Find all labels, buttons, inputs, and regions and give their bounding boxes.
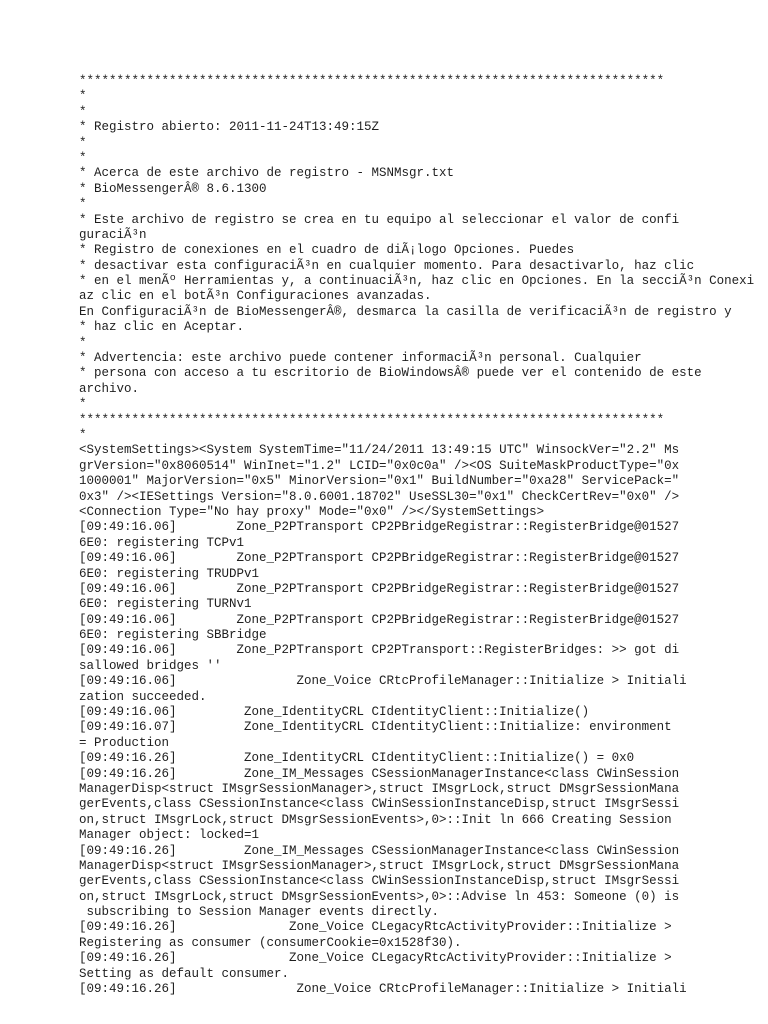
log-line: [09:49:16.06] Zone_P2PTransport CP2PBridgeRegistrar::RegisterBridge@01527 xyxy=(79,581,680,596)
log-line: * xyxy=(79,150,87,165)
log-line: * Acerca de este archivo de registro - MSNMsgr.txt xyxy=(79,166,455,181)
log-line: <Connection Type="No hay proxy" Mode="0x0" /></SystemSettings> xyxy=(79,504,545,519)
log-line: guraciÃ³n xyxy=(79,227,147,242)
log-line: [09:49:16.06] Zone_P2PTransport CP2PTransport::RegisterBridges: >> got di xyxy=(79,643,680,658)
log-line: * xyxy=(79,135,87,150)
log-line: [09:49:16.26] Zone_Voice CLegacyRtcActivityProvider::Initialize > xyxy=(79,951,672,966)
log-line: subscribing to Session Manager events directly. xyxy=(79,905,440,920)
log-line: on,struct IMsgrLock,struct DMsgrSessionEvents>,0>::Advise ln 453: Someone (0) is xyxy=(79,889,680,904)
log-line: * xyxy=(79,104,87,119)
log-line: 6E0: registering TCPv1 xyxy=(79,535,245,550)
log-line: * xyxy=(79,427,87,442)
log-line: [09:49:16.06] Zone_P2PTransport CP2PBridgeRegistrar::RegisterBridge@01527 xyxy=(79,520,680,535)
log-line: Registering as consumer (consumerCookie=0x1528f30). xyxy=(79,935,462,950)
log-line: * en el menÃº Herramientas y, a continuaciÃ³n, haz clic en Opciones. En la secciÃ³n Conexi xyxy=(79,274,755,289)
log-line: * xyxy=(79,335,87,350)
log-line: * BioMessengerÂ® 8.6.1300 xyxy=(79,181,267,196)
log-line: * desactivar esta configuraciÃ³n en cualquier momento. Para desactivarlo, haz clic xyxy=(79,258,695,273)
log-line: ****************************************************************************** xyxy=(79,412,665,427)
log-line: gerEvents,class CSessionInstance<class CWinSessionInstanceDisp,struct IMsgrSessi xyxy=(79,874,680,889)
log-line: az clic en el botÃ³n Configuraciones avanzadas. xyxy=(79,289,432,304)
log-line: 6E0: registering SBBridge xyxy=(79,628,267,643)
log-line: 6E0: registering TRUDPv1 xyxy=(79,566,260,581)
log-line: * persona con acceso a tu escritorio de BioWindowsÂ® puede ver el contenido de este xyxy=(79,366,702,381)
log-line: grVersion="0x8060514" WinInet="1.2" LCID="0x0c0a" /><OS SuiteMaskProductType="0x xyxy=(79,458,680,473)
log-line: [09:49:16.26] Zone_Voice CRtcProfileManager::Initialize > Initiali xyxy=(79,982,687,997)
log-line: [09:49:16.06] Zone_P2PTransport CP2PBridgeRegistrar::RegisterBridge@01527 xyxy=(79,612,680,627)
log-line: = Production xyxy=(79,735,170,750)
log-line: * Registro abierto: 2011-11-24T13:49:15Z xyxy=(79,120,380,135)
log-line: [09:49:16.26] Zone_IM_Messages CSessionManagerInstance<class CWinSession xyxy=(79,843,680,858)
log-line: 0x3" /><IESettings Version="8.0.6001.18702" UseSSL30="0x1" CheckCertRev="0x0" /> xyxy=(79,489,680,504)
log-line: ****************************************************************************** xyxy=(79,74,665,88)
log-line: * xyxy=(79,397,87,412)
log-line: ManagerDisp<struct IMsgrSessionManager>,struct IMsgrLock,struct DMsgrSessionMana xyxy=(79,858,680,873)
log-line: [09:49:16.06] Zone_P2PTransport CP2PBridgeRegistrar::RegisterBridge@01527 xyxy=(79,551,680,566)
log-line: * Este archivo de registro se crea en tu equipo al seleccionar el valor de confi xyxy=(79,212,680,227)
log-line: archivo. xyxy=(79,381,140,396)
log-line: on,struct IMsgrLock,struct DMsgrSessionEvents>,0>::Init ln 666 Creating Session xyxy=(79,812,672,827)
log-line: * Advertencia: este archivo puede contener informaciÃ³n personal. Cualquier xyxy=(79,351,642,366)
log-line: [09:49:16.06] Zone_IdentityCRL CIdentityClient::Initialize() xyxy=(79,705,590,720)
log-line: 6E0: registering TURNv1 xyxy=(79,597,252,612)
log-line: <SystemSettings><System SystemTime="11/24/2011 13:49:15 UTC" WinsockVer="2.2" Ms xyxy=(79,443,680,458)
log-line: [09:49:16.07] Zone_IdentityCRL CIdentityClient::Initialize: environment xyxy=(79,720,672,735)
log-line: * xyxy=(79,89,87,104)
log-line: [09:49:16.26] Zone_IdentityCRL CIdentityClient::Initialize() = 0x0 xyxy=(79,751,635,766)
log-line: zation succeeded. xyxy=(79,689,207,704)
log-line: En ConfiguraciÃ³n de BioMessengerÂ®, desmarca la casilla de verificaciÃ³n de registro y xyxy=(79,304,732,319)
log-line: * haz clic en Aceptar. xyxy=(79,320,245,335)
log-text xyxy=(79,74,768,997)
log-line: Manager object: locked=1 xyxy=(79,828,260,843)
log-line: ManagerDisp<struct IMsgrSessionManager>,struct IMsgrLock,struct DMsgrSessionMana xyxy=(79,781,680,796)
log-line: 1000001" MajorVersion="0x5" MinorVersion="0x1" BuildNumber="0xa28" ServicePack=" xyxy=(79,474,680,489)
log-line: [09:49:16.26] Zone_Voice CLegacyRtcActivityProvider::Initialize > xyxy=(79,920,672,935)
log-line: [09:49:16.26] Zone_IM_Messages CSessionManagerInstance<class CWinSession xyxy=(79,766,680,781)
log-line: sallowed bridges '' xyxy=(79,658,222,673)
log-line: * Registro de conexiones en el cuadro de diÃ¡logo Opciones. Puedes xyxy=(79,243,575,258)
log-line: * xyxy=(79,197,87,212)
log-line: gerEvents,class CSessionInstance<class CWinSessionInstanceDisp,struct IMsgrSessi xyxy=(79,797,680,812)
log-line: [09:49:16.06] Zone_Voice CRtcProfileManager::Initialize > Initiali xyxy=(79,674,687,689)
log-line: Setting as default consumer. xyxy=(79,966,290,981)
